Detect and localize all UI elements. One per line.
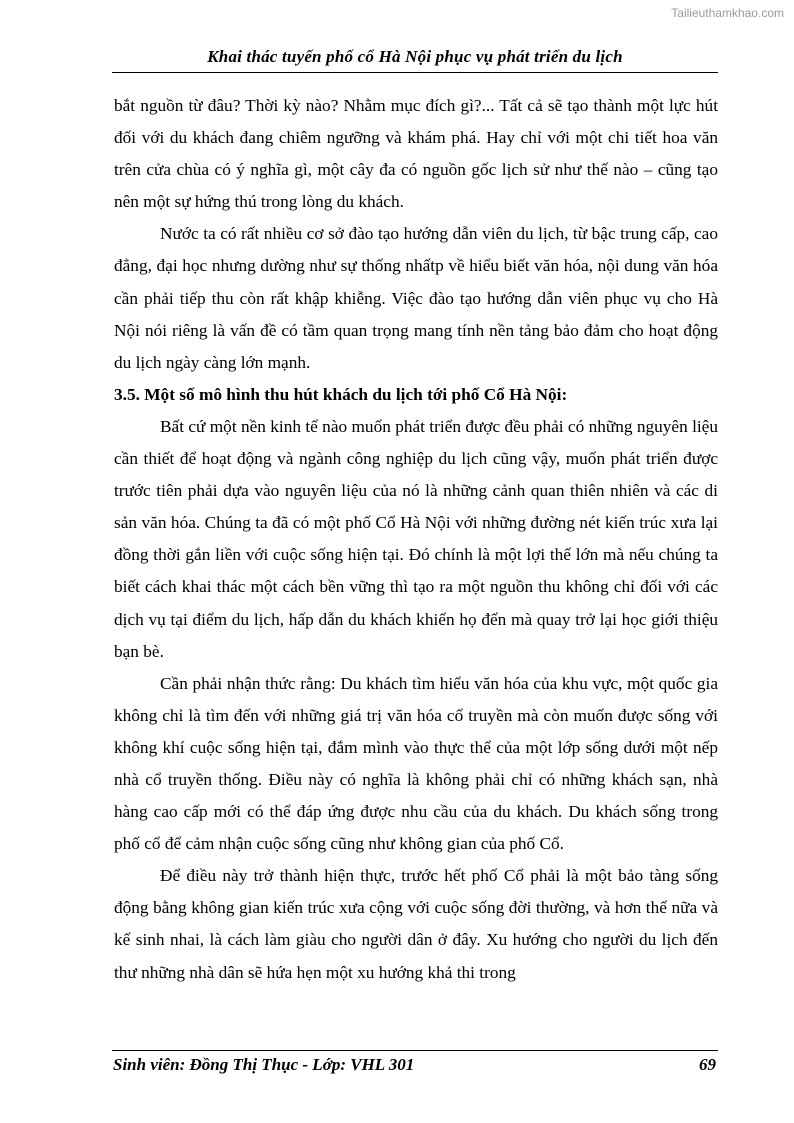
running-header: Khai thác tuyến phố cổ Hà Nội phục vụ phát triển du lịch xyxy=(207,47,623,66)
section-heading: 3.5. Một số mô hình thu hút khách du lịch tới phố Cổ Hà Nội: xyxy=(114,384,568,404)
watermark: Tailieuthamkhao.com xyxy=(671,6,784,20)
footer-rule xyxy=(112,1050,718,1051)
paragraph-2: Nước ta có rất nhiều cơ sở đào tạo hướng dẫn viên du lịch, từ bậc trung cấp, cao đẳng, đại học nhưng dường như sự thống nhấtp về hiểu biết văn hóa, nội dung văn hóa cần phải tiếp thu còn rất khập khiễng. Việc đào tạo hướng dẫn viên phục vụ cho Hà Nội nói riêng là vấn đề có tầm quan trọng mang tính nền tảng bảo đảm cho hoạt động du lịch ngày càng lớn mạnh. xyxy=(114,224,718,372)
page-number: 69 xyxy=(699,1055,716,1074)
page-body xyxy=(114,90,718,989)
footer-student: Sinh viên: Đồng Thị Thục - Lớp: VHL 301 xyxy=(113,1055,415,1074)
paragraph-4: Cần phải nhận thức rằng: Du khách tìm hiểu văn hóa của khu vực, một quốc gia không chỉ là tìm đến với những giá trị văn hóa cổ truyền mà còn muốn được sống với không khí cuộc sống hiện tại, đắm mình vào thực thể của một lớp sống dưới một nếp nhà cổ truyền thống. Điều này có nghĩa là không phải chỉ có những khách sạn, nhà hàng cao cấp mới có thể đáp ứng được nhu cầu của du khách. Du khách sống trong phố cổ để cảm nhận cuộc sống cũng như không gian của phố Cổ. xyxy=(114,673,718,854)
paragraph-1: bắt nguồn từ đâu? Thời kỳ nào? Nhằm mục đích gì?... Tất cả sẽ tạo thành một lực hút đối với du khách đang chiêm ngưỡng và khám phá. Hay chỉ với một chi tiết hoa văn trên cửa chùa có ý nghĩa gì, một cây đa có nguồn gốc lịch sử như thế nào – cũng tạo nên một sự hứng thú trong lòng du khách. xyxy=(114,96,718,212)
paragraph-5: Để điều này trở thành hiện thực, trước hết phố Cổ phải là một bảo tàng sống động bằng không gian kiến trúc xưa cộng với cuộc sống đời thường, và hơn thế nữa và kế sinh nhai, là cách làm giàu cho người dân ở đây. Xu hướng cho người du lịch đến thư những nhà dân sẽ hứa hẹn một xu hướng khả thi trong xyxy=(114,866,718,982)
paragraph-3: Bất cứ một nền kinh tế nào muốn phát triển được đều phải có những nguyên liệu cần thiết để hoạt động và ngành công nghiệp du lịch cũng vậy, muốn phát triển được trước tiên phải dựa vào nguyên liệu của nó là những cảnh quan thiên nhiên và các di sản văn hóa. Chúng ta đã có một phố Cổ Hà Nội với những đường nét kiến trúc xưa lại đồng thời gắn liền với cuộc sống hiện tại. Đó chính là một lợi thế lớn mà nếu chúng ta biết cách khai thác một cách bền vững thì tạo ra một nguồn thu không chỉ đối với các dịch vụ tại điểm du lịch, hấp dẫn du khách khiến họ đến mà quay trở lại học giới thiệu bạn bè. xyxy=(114,416,718,661)
header-rule xyxy=(112,72,718,73)
